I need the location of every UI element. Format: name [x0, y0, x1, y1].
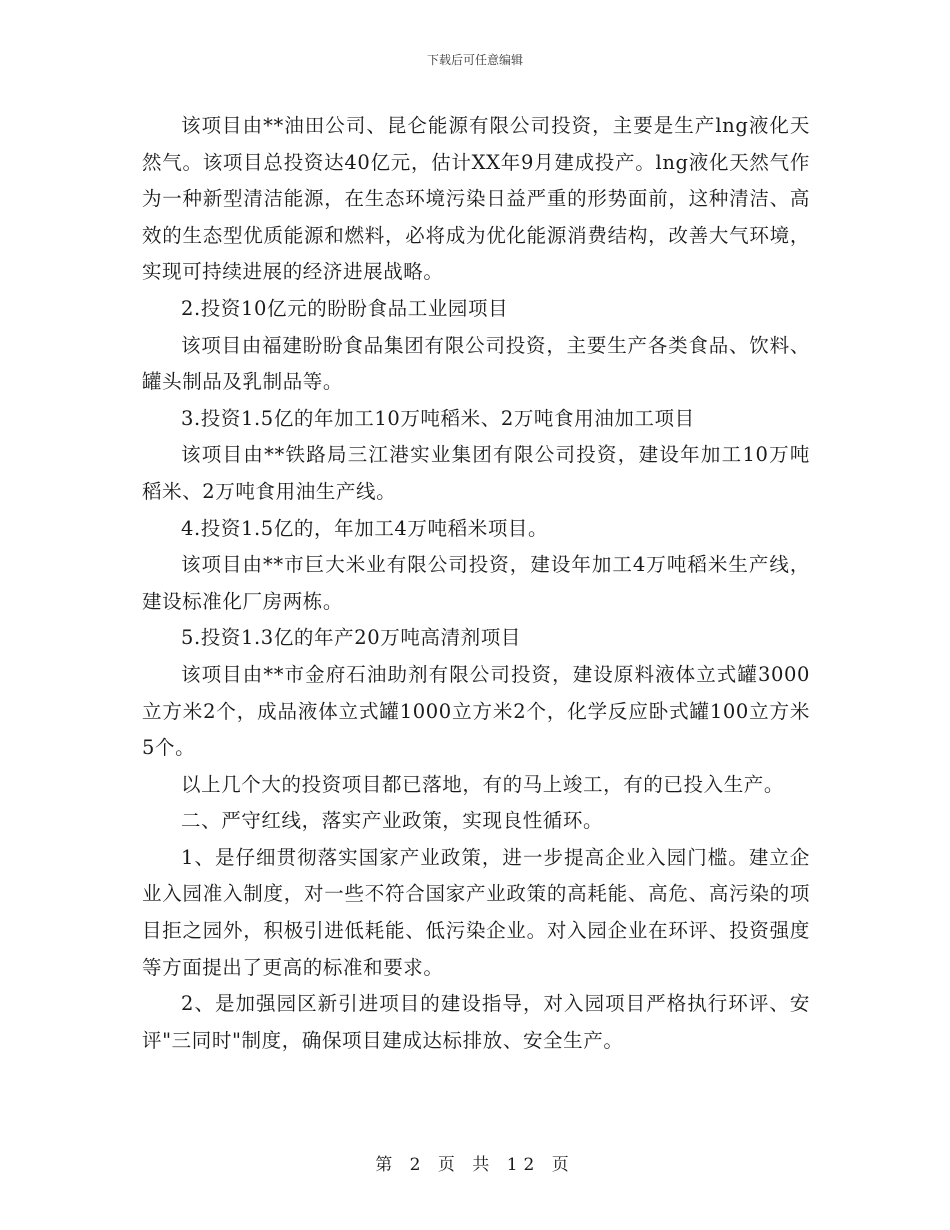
paragraph-rice-oil-project: 该项目由**铁路局三江港实业集团有限公司投资，建设年加工10万吨稻米、2万吨食用油生产线。 [142, 443, 810, 503]
heading-clarifier-project: 5.投资1.3亿的年产20万吨高清剂项目 [181, 626, 521, 650]
paragraph-policy-point-2: 2、是加强园区新引进项目的建设指导，对入园项目严格执行环评、安评"三同时"制度，确保项目建成达标排放、安全生产。 [142, 992, 810, 1052]
document-body [142, 108, 810, 1059]
heading-panpan-project: 2.投资10亿元的盼盼食品工业园项目 [181, 296, 509, 320]
paragraph-panpan-project: 该项目由福建盼盼食品集团有限公司投资，主要生产各类食品、饮料、罐头制品及乳制品等。 [142, 333, 810, 394]
paragraph-lng-project: 该项目由**油田公司、昆仑能源有限公司投资，主要是生产lng液化天然气。该项目总投资达40亿元，估计XX年9月建成投产。lng液化天然气作为一种新型清洁能源，在生态环境污染日益严重的形势面前，这种清洁、高效的生态型优质能源和燃料，必将成为优化能源消费结构，改善大气环境，实现可持续进展的经济进展战略。 [142, 114, 810, 284]
page-indicator: 第 2 页 共 12 页 [375, 1155, 575, 1175]
paragraph-policy-point-1: 1、是仔细贯彻落实国家产业政策，进一步提高企业入园门槛。建立企业入园准入制度，对一些不符合国家产业政策的高耗能、高危、高污染的项目拒之园外，积极引进低耗能、低污染企业。对入园企业在环评、投资强度等方面提出了更高的标准和要求。 [142, 845, 810, 979]
paragraph-rice-project: 该项目由**市巨大米业有限公司投资，建设年加工4万吨稻米生产线，建设标准化厂房两栋。 [142, 553, 810, 613]
section-heading-red-line: 二、严守红线，落实产业政策，实现良性循环。 [181, 809, 604, 833]
download-edit-note: 下载后可任意编辑 [426, 53, 523, 67]
heading-rice-project: 4.投资1.5亿的，年加工4万吨稻米项目。 [181, 516, 549, 540]
paragraph-projects-summary: 以上几个大的投资项目都已落地，有的马上竣工，有的已投入生产。 [181, 772, 785, 796]
heading-rice-oil-project: 3.投资1.5亿的年加工10万吨稻米、2万吨食用油加工项目 [181, 406, 695, 430]
paragraph-clarifier-project: 该项目由**市金府石油助剂有限公司投资，建设原料液体立式罐3000立方米2个，成品液体立式罐1000立方米2个，化学反应卧式罐100立方米5个。 [142, 662, 810, 760]
